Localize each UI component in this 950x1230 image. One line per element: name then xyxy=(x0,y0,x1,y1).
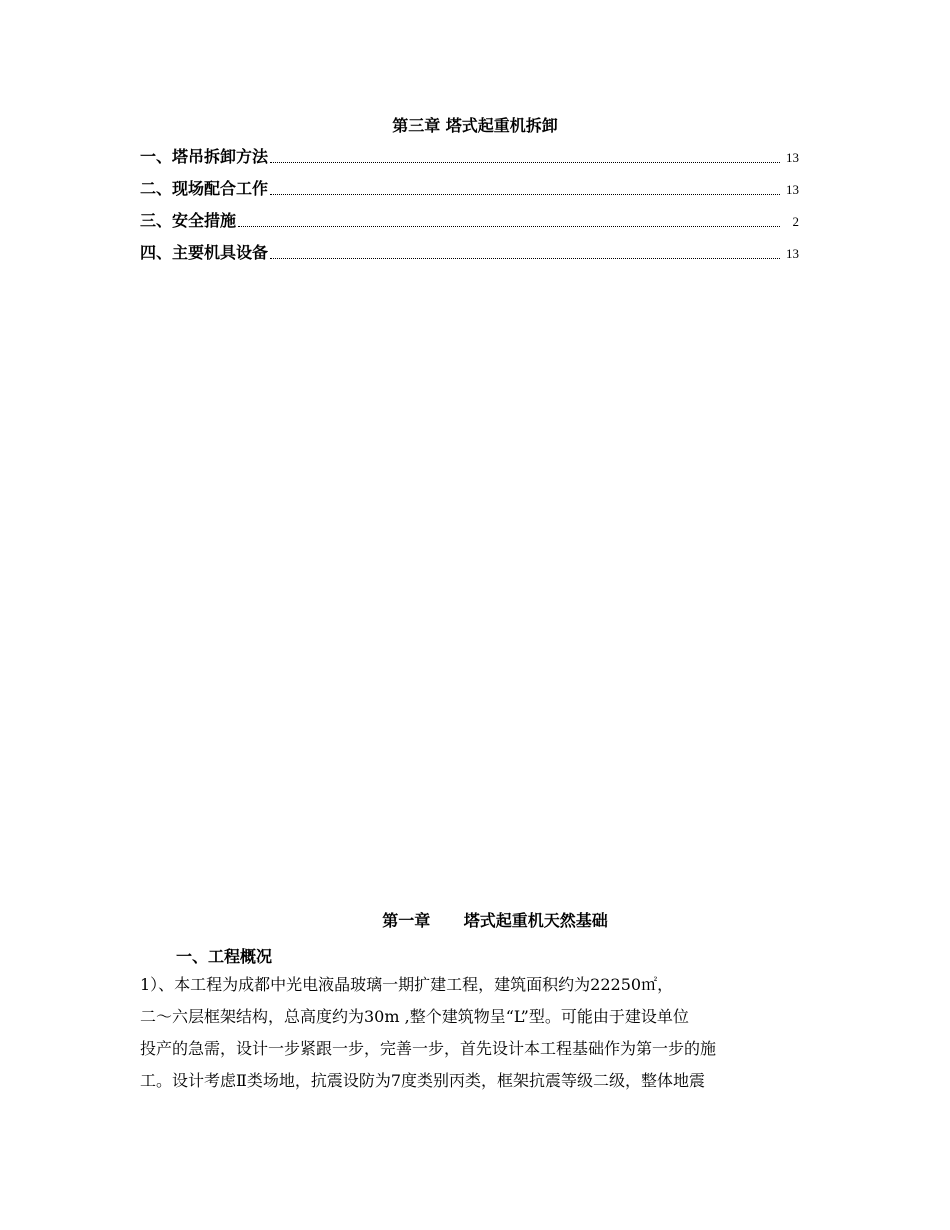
toc-heading: 第三章 塔式起重机拆卸 xyxy=(392,116,558,135)
toc-entry-page: 13 xyxy=(786,246,799,261)
section-heading: 一、工程概况 xyxy=(176,947,273,966)
toc-leader-dots xyxy=(270,257,780,259)
body-text-line: 二～六层框架结构，总高度约为30m ,整个建筑物呈“L”型。可能由于建设单位 xyxy=(140,1007,689,1026)
toc-entry-label: 二、现场配合工作 xyxy=(140,179,269,198)
toc-leader-dots xyxy=(238,225,780,227)
toc-entry[interactable] xyxy=(140,241,799,263)
body-text-line: 工。设计考虑Ⅱ类场地，抗震设防为7度类别丙类，框架抗震等级二级，整体地震 xyxy=(140,1071,706,1090)
toc-entry-page: 2 xyxy=(792,214,799,229)
body-text-line: 投产的急需，设计一步紧跟一步，完善一步，首先设计本工程基础作为第一步的施 xyxy=(140,1039,717,1058)
body-text-line: 1）、本工程为成都中光电液晶玻璃一期扩建工程，建筑面积约为22250㎡， xyxy=(140,975,674,994)
toc-leader-dots xyxy=(270,161,780,163)
toc-leader-dots xyxy=(270,193,780,195)
toc-entry-label: 三、安全措施 xyxy=(140,211,237,230)
toc-entry[interactable] xyxy=(140,209,799,231)
toc-entry-page: 13 xyxy=(786,150,799,165)
toc-entry-page: 13 xyxy=(786,182,799,197)
toc-entry-label: 一、塔吊拆卸方法 xyxy=(140,147,269,166)
toc-entry[interactable] xyxy=(140,177,799,199)
toc-entry-label: 四、主要机具设备 xyxy=(140,243,269,262)
toc-entry[interactable] xyxy=(140,145,799,167)
chapter-title: 第一章 塔式起重机天然基础 xyxy=(382,911,608,930)
